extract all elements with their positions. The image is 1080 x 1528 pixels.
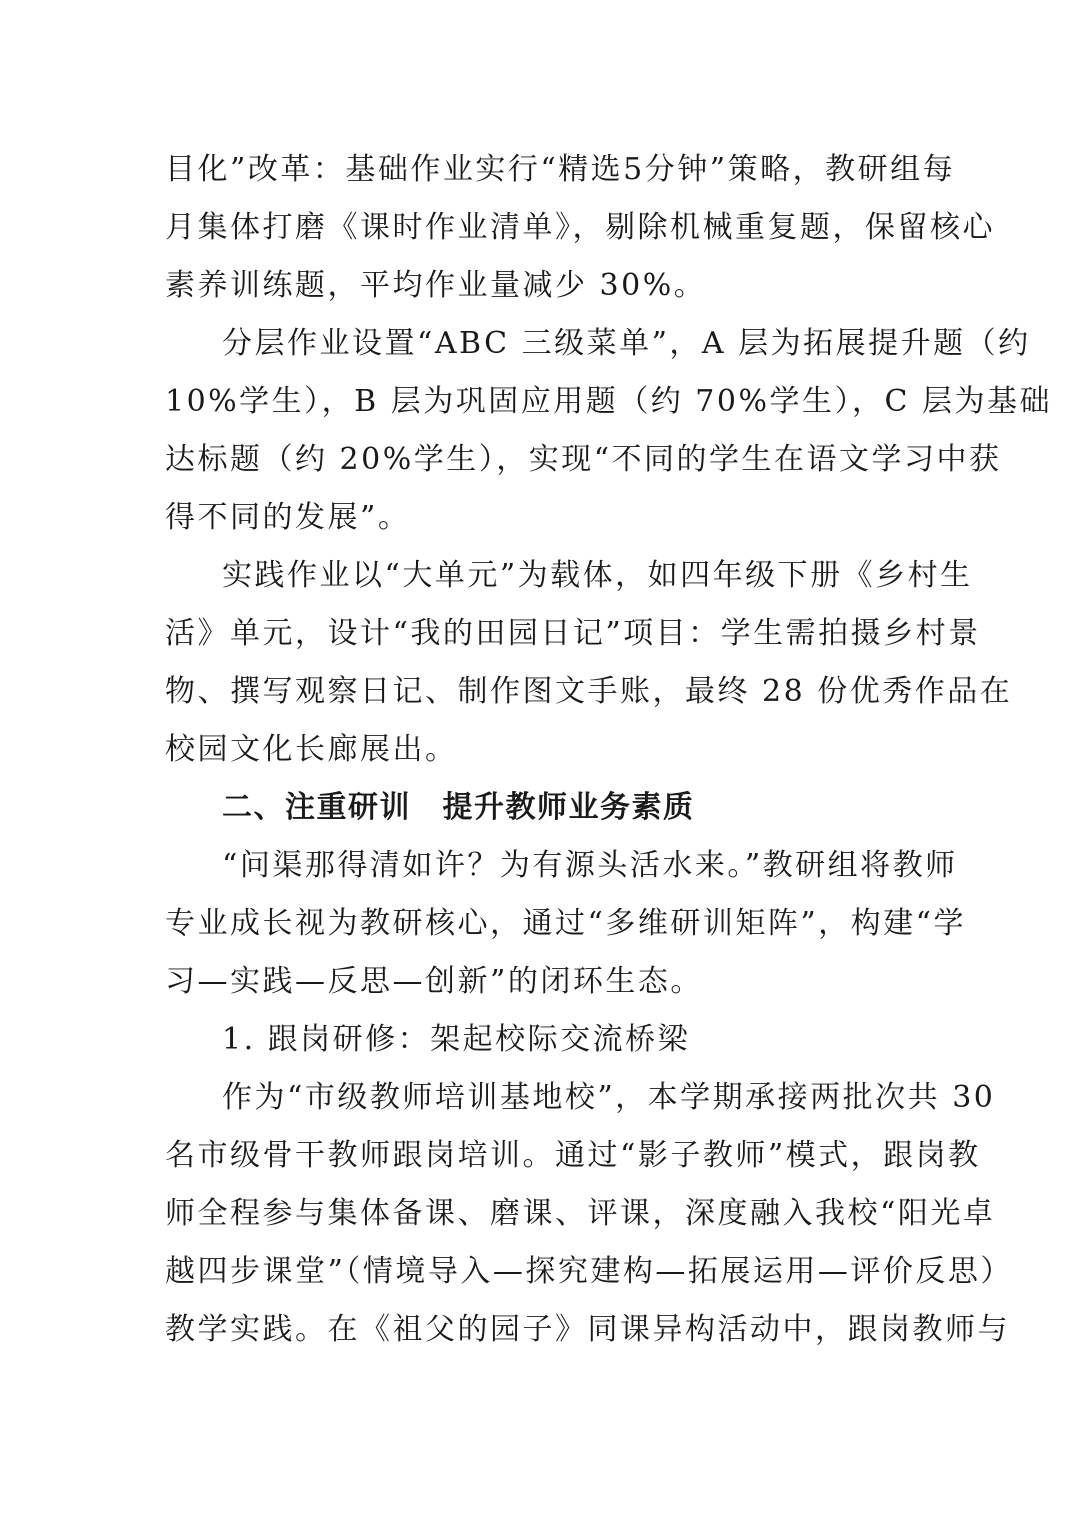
text-line: 分层作业设置“ABC 三级菜单”，A 层为拓展提升题（约 [222, 326, 1031, 361]
text-line: 得不同的发展”。 [165, 500, 411, 535]
text-line: 校园文化长廊展出。 [165, 732, 458, 767]
text-line: 素养训练题，平均作业量减少 30%。 [165, 268, 707, 303]
text-line: 名市级骨干教师跟岗培训。通过“影子教师”模式，跟岗教 [165, 1138, 981, 1173]
text-line: 习—实践—反思—创新”的闭环生态。 [165, 964, 703, 999]
section-heading: 二、注重研训 提升教师业务素质 [222, 790, 695, 825]
text-line: 目化”改革：基础作业实行“精选5分钟”策略，教研组每 [165, 152, 956, 187]
text-line: 月集体打磨《课时作业清单》，剔除机械重复题，保留核心 [165, 210, 995, 245]
subsection-heading: 1. 跟岗研修：架起校际交流桥梁 [222, 1022, 691, 1057]
text-line: 活》单元，设计“我的田园日记”项目：学生需拍摄乡村景 [165, 616, 981, 651]
text-line: 教学实践。在《祖父的园子》同课异构活动中，跟岗教师与 [165, 1312, 1010, 1347]
text-line: “问渠那得清如许？为有源头活水来。”教研组将教师 [222, 848, 958, 883]
text-line: 物、撰写观察日记、制作图文手账，最终 28 份优秀作品在 [165, 674, 1013, 709]
text-line: 达标题（约 20%学生），实现“不同的学生在语文学习中获 [165, 442, 1002, 477]
text-line: 实践作业以“大单元”为载体，如四年级下册《乡村生 [222, 558, 973, 593]
text-line: 10%学生），B 层为巩固应用题（约 70%学生），C 层为基础 [165, 384, 1052, 419]
text-line: 专业成长视为教研核心，通过“多维研训矩阵”，构建“学 [165, 906, 967, 941]
text-line: 越四步课堂”（情境导入—探究建构—拓展运用—评价反思） [165, 1254, 1013, 1289]
text-line: 作为“市级教师培训基地校”，本学期承接两批次共 30 [222, 1080, 996, 1115]
text-line: 师全程参与集体备课、磨课、评课，深度融入我校“阳光卓 [165, 1196, 996, 1231]
